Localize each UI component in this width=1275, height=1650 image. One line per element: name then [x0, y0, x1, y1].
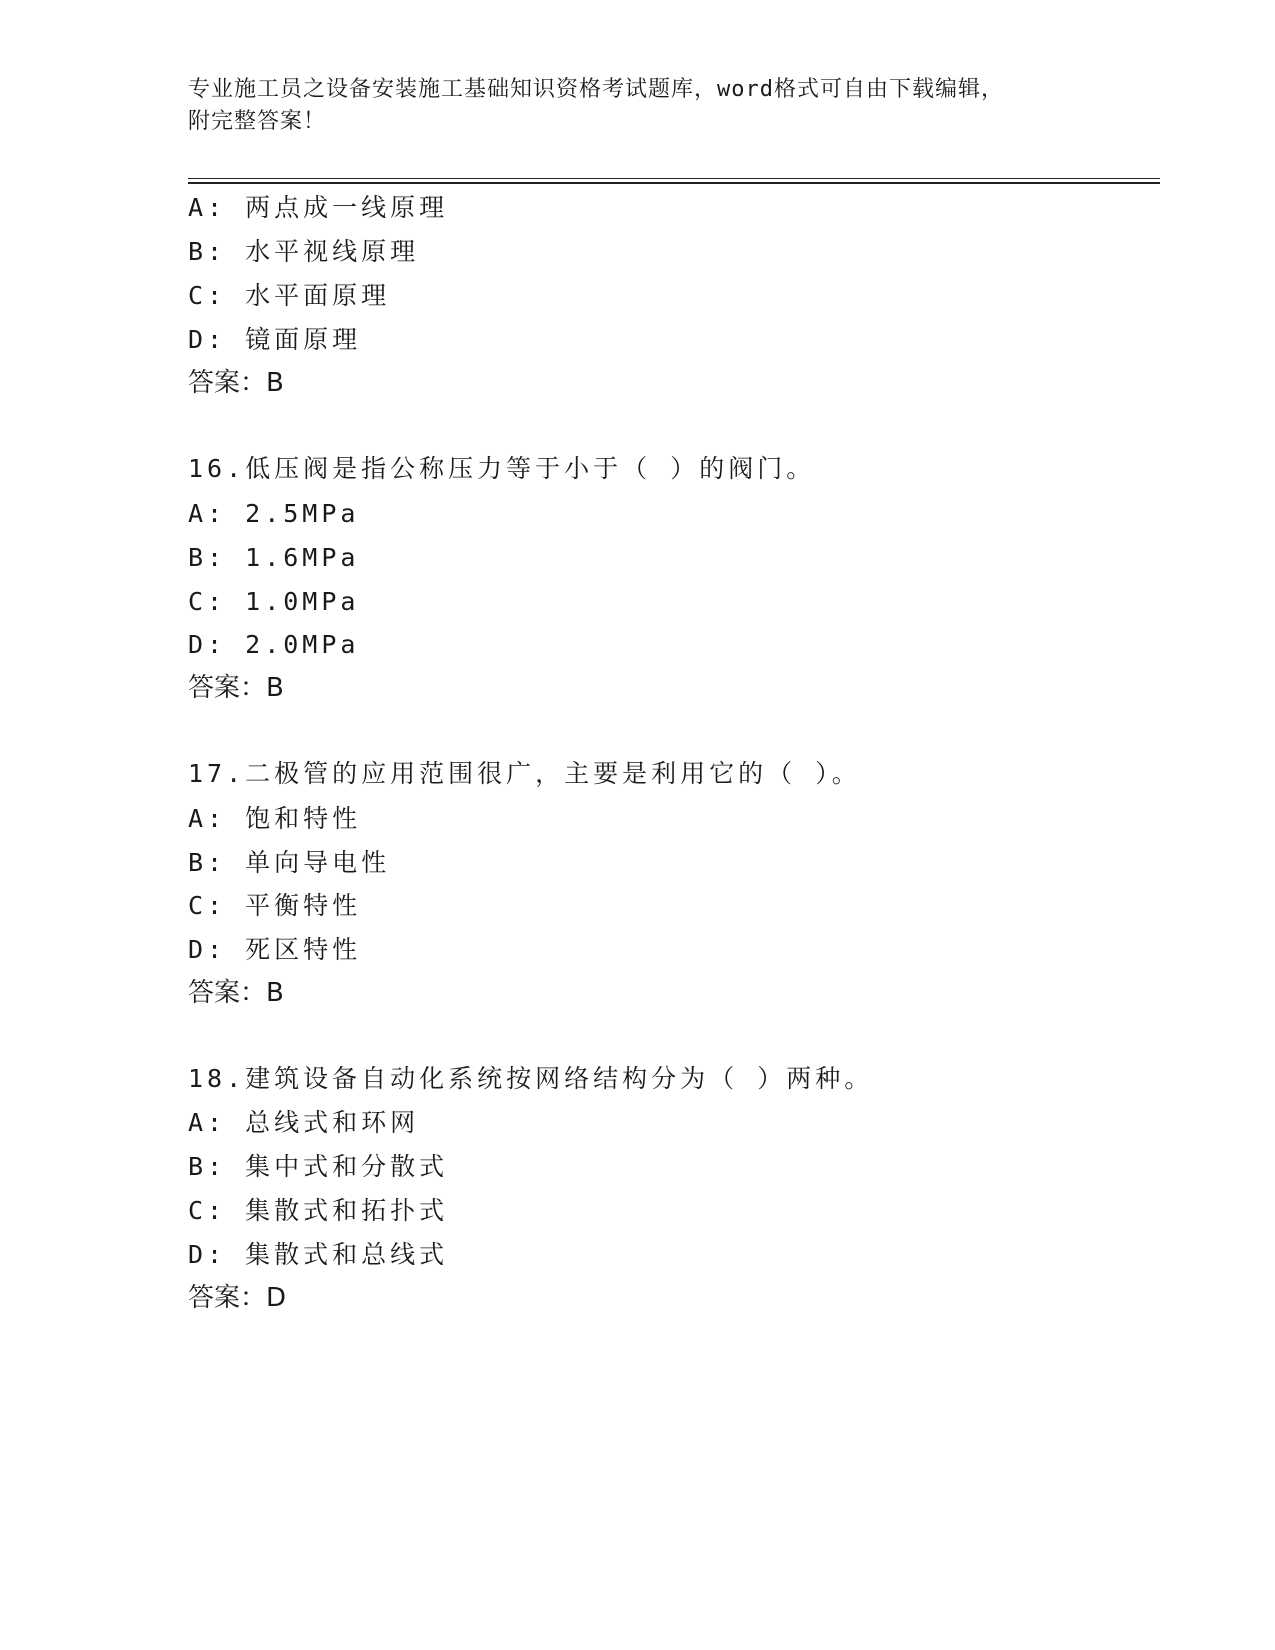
header-line-1: 专业施工员之设备安装施工基础知识资格考试题库，word格式可自由下载编辑，: [188, 77, 1004, 102]
q15-answer: 答案：B: [188, 368, 284, 398]
q17-option-b: B: 单向导电性: [188, 848, 391, 877]
q15-option-d: D: 镜面原理: [188, 325, 362, 354]
q16-answer: 答案：B: [188, 673, 284, 703]
header-divider-bottom: [188, 182, 1160, 184]
q16-option-a: A: 2.5MPa: [188, 499, 360, 528]
q18-option-b: B: 集中式和分散式: [188, 1152, 449, 1181]
q17-answer: 答案：B: [188, 978, 284, 1008]
q15-option-c: C: 水平面原理: [188, 281, 391, 310]
q17-option-d: D: 死区特性: [188, 935, 362, 964]
q18-option-c: C: 集散式和拓扑式: [188, 1196, 449, 1225]
q15-option-a: A: 两点成一线原理: [188, 193, 449, 222]
q16-question: 16.低压阀是指公称压力等于小于（ ）的阀门。: [188, 454, 816, 483]
header-divider-top: [188, 178, 1160, 179]
document-header: [188, 74, 1088, 138]
q18-question: 18.建筑设备自动化系统按网络结构分为（ ）两种。: [188, 1064, 874, 1093]
q16-option-d: D: 2.0MPa: [188, 630, 360, 659]
q17-option-c: C: 平衡特性: [188, 891, 362, 920]
header-line-2: 附完整答案！: [188, 109, 327, 134]
q15-option-b: B: 水平视线原理: [188, 237, 420, 266]
q16-option-b: B: 1.6MPa: [188, 543, 360, 572]
q18-answer: 答案：D: [188, 1283, 287, 1313]
q18-option-d: D: 集散式和总线式: [188, 1240, 449, 1269]
q17-question: 17.二极管的应用范围很广，主要是利用它的（ ）。: [188, 759, 861, 788]
q17-option-a: A: 饱和特性: [188, 804, 362, 833]
q16-option-c: C: 1.0MPa: [188, 587, 360, 616]
q18-option-a: A: 总线式和环网: [188, 1108, 420, 1137]
